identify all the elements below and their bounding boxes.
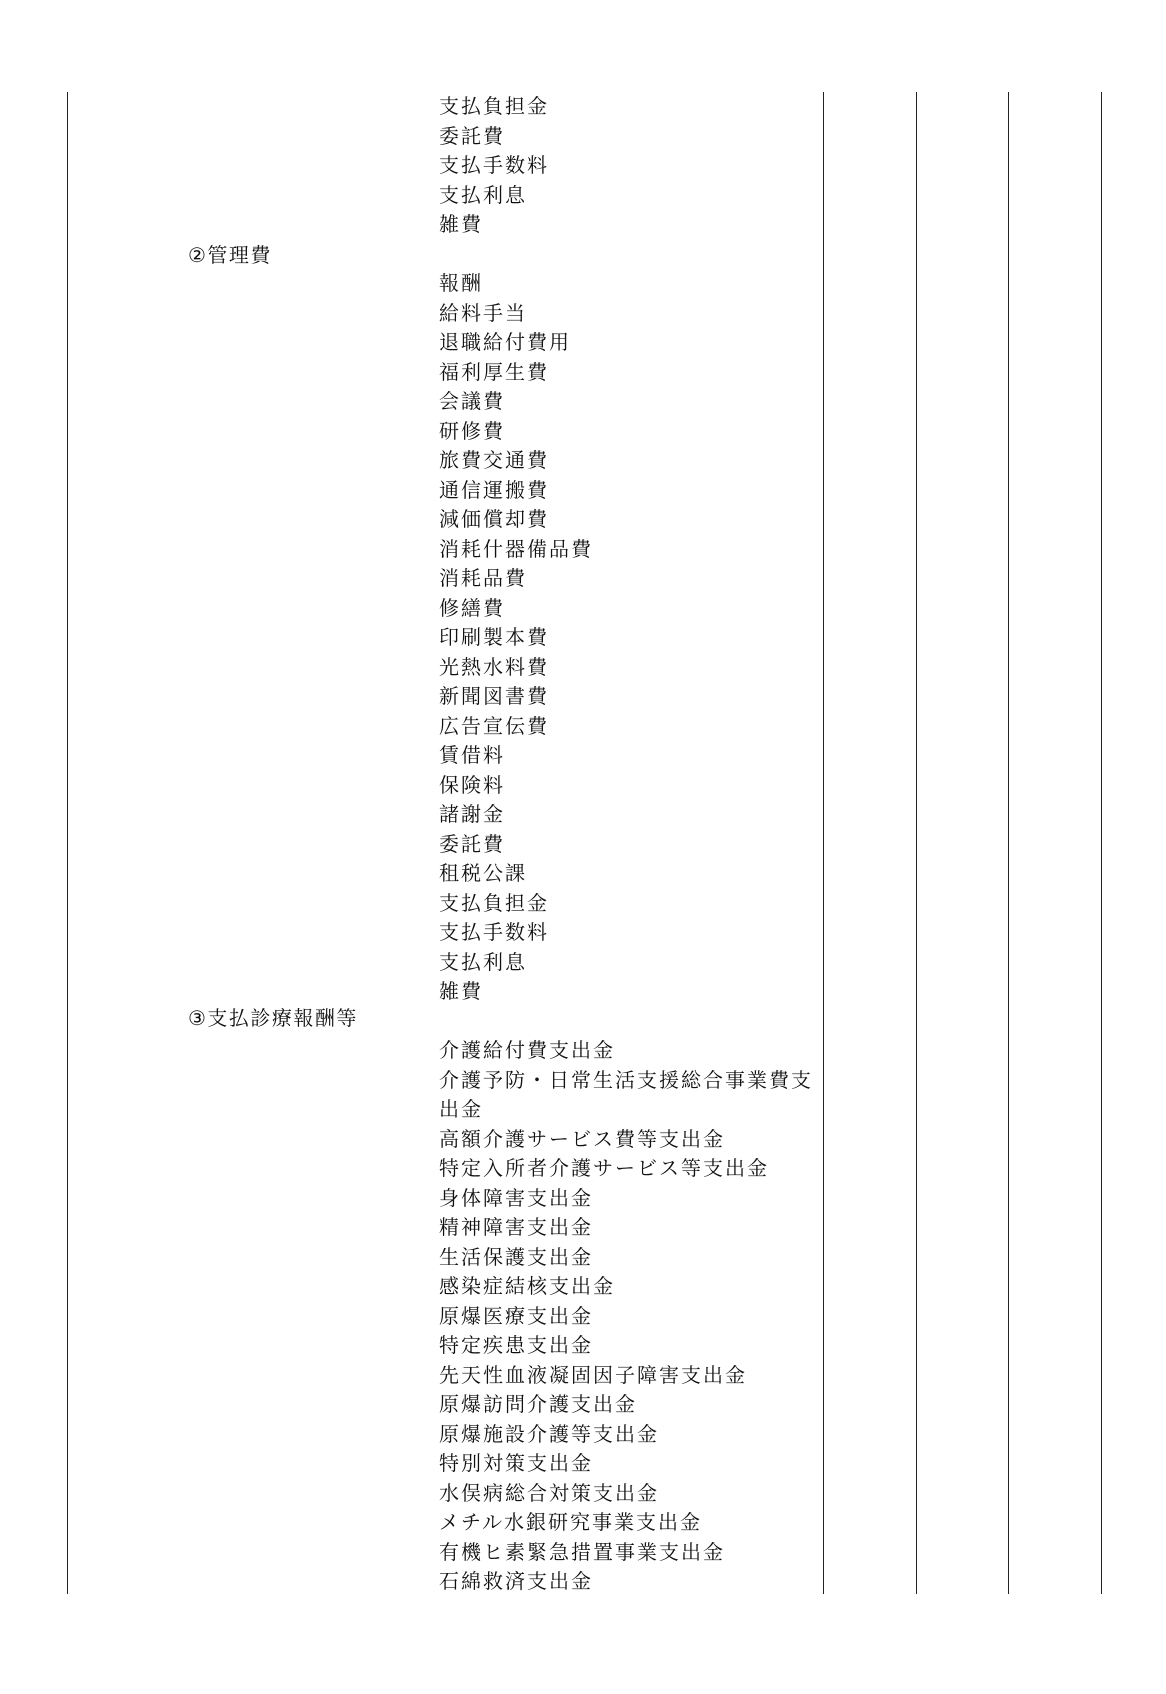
list-item: 新聞図書費 (439, 684, 549, 708)
list-item: 原爆訪問介護支出金 (439, 1392, 637, 1416)
table-border-right (1101, 92, 1102, 1594)
list-item: 雑費 (439, 212, 483, 236)
list-item: 研修費 (439, 418, 505, 443)
list-item: 印刷製本費 (439, 625, 549, 649)
table-border-left (67, 92, 68, 1594)
list-item: 委託費 (439, 831, 505, 856)
list-item: 精神障害支出金 (439, 1215, 593, 1239)
list-item: 修繕費 (439, 595, 505, 620)
table-divider-2 (916, 92, 917, 1594)
list-item: 原爆医療支出金 (439, 1303, 593, 1328)
section-heading-medical-payments: ③支払診療報酬等 (188, 1006, 358, 1030)
list-item: 介護予防・日常生活支援総合事業費支出金 (439, 1067, 813, 1121)
list-item: 給料手当 (439, 300, 527, 325)
list-item: 原爆施設介護等支出金 (439, 1421, 659, 1446)
list-item: 支払負担金 (439, 94, 549, 118)
list-item: 福利厚生費 (439, 359, 549, 384)
list-item: 支払利息 (439, 949, 527, 974)
list-item: 保険料 (439, 772, 505, 797)
list-item: 旅費交通費 (439, 448, 549, 472)
list-item: 消耗什器備品費 (439, 536, 593, 561)
list-item: 会議費 (439, 389, 505, 413)
list-item: 委託費 (439, 123, 505, 148)
section-heading-management: ②管理費 (188, 242, 272, 267)
table-divider-1 (823, 92, 824, 1594)
list-item: 特定入所者介護サービス等支出金 (439, 1156, 769, 1180)
list-item: 介護給付費支出金 (439, 1038, 615, 1062)
list-item: 退職給付費用 (439, 330, 571, 354)
list-item: 報酬 (439, 271, 483, 295)
list-item: 雑費 (439, 979, 483, 1003)
table-divider-3 (1008, 92, 1009, 1594)
heading-spacer (439, 240, 819, 270)
list-item: 光熱水料費 (439, 654, 549, 679)
list-item: 支払負担金 (439, 890, 549, 915)
list-item: 高額介護サービス費等支出金 (439, 1126, 725, 1151)
list-item: 支払利息 (439, 182, 527, 207)
list-item: 広告宣伝費 (439, 713, 549, 738)
list-item: 感染症結核支出金 (439, 1274, 615, 1298)
list-item: 賃借料 (439, 743, 505, 767)
list-item: 減価償却費 (439, 507, 549, 531)
list-item: 特別対策支出金 (439, 1451, 593, 1475)
list-item: 租税公課 (439, 861, 527, 885)
list-item: メチル水銀研究事業支出金 (439, 1510, 702, 1534)
list-item: 消耗品費 (439, 566, 527, 590)
list-item: 石綿救済支出金 (439, 1569, 593, 1593)
list-item: 水俣病総合対策支出金 (439, 1480, 659, 1505)
list-item: 諸謝金 (439, 802, 505, 826)
account-item-list (439, 92, 819, 1597)
list-item: 支払手数料 (439, 920, 549, 944)
list-item: 通信運搬費 (439, 477, 549, 502)
list-item: 先天性血液凝固因子障害支出金 (439, 1362, 747, 1387)
list-item: 身体障害支出金 (439, 1185, 593, 1210)
list-item: 生活保護支出金 (439, 1244, 593, 1269)
list-item: 支払手数料 (439, 153, 549, 177)
list-item: 特定疾患支出金 (439, 1333, 593, 1357)
heading-spacer (439, 1007, 819, 1037)
list-item: 有機ヒ素緊急措置事業支出金 (439, 1539, 725, 1564)
